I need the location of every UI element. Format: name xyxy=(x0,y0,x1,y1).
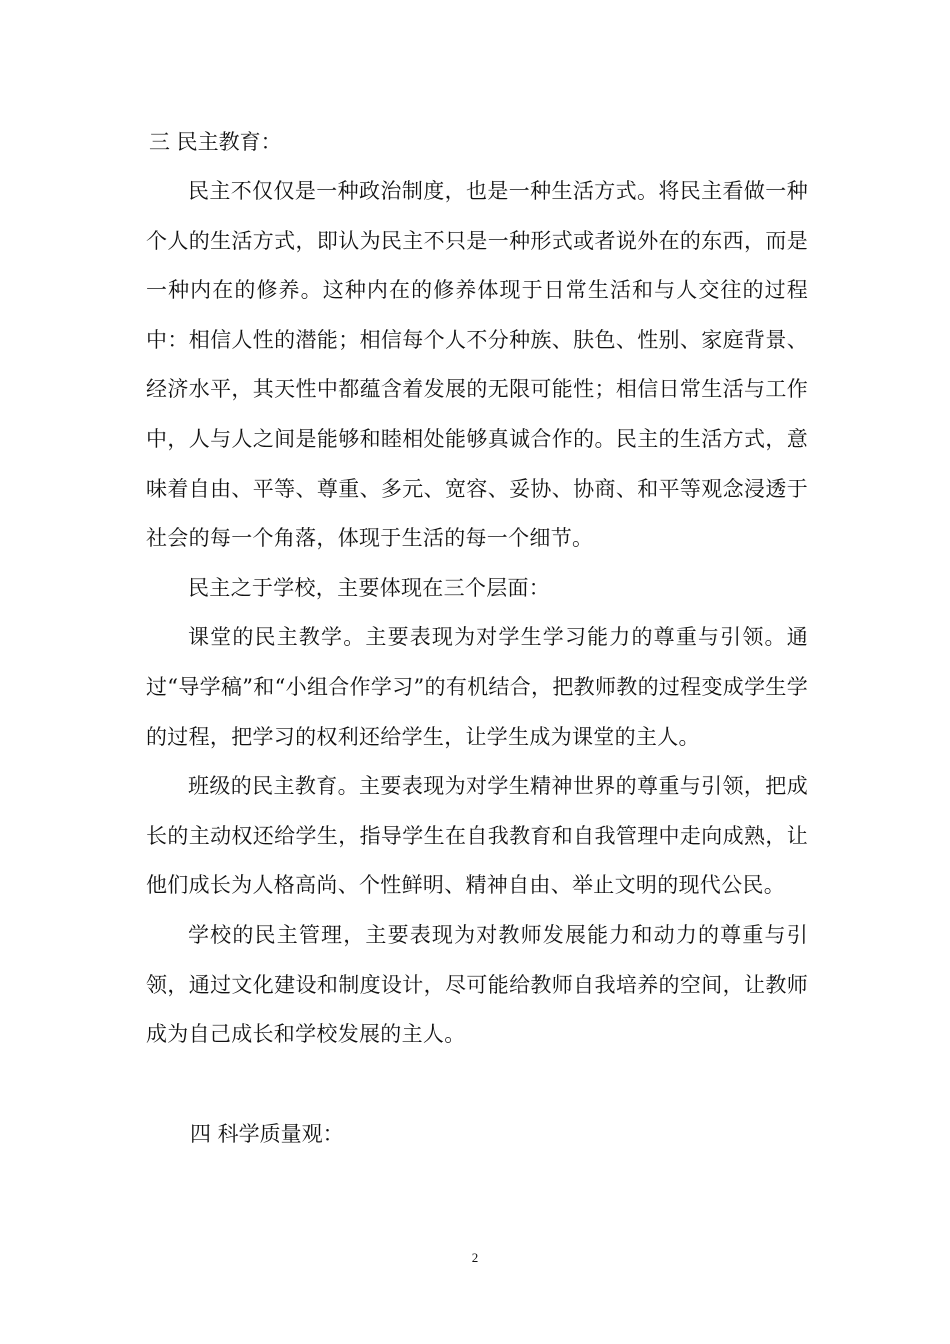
paragraph-classroom-teaching: 课堂的民主教学。主要表现为对学生学习能力的尊重与引领。通过“导学稿”和“小组合作学习”的有机结合，把教师教的过程变成学生学的过程，把学习的权利还给学生，让学生成为课堂的主人。 xyxy=(146,625,808,749)
paragraph-class-education: 班级的民主教育。主要表现为对学生精神世界的尊重与引领，把成长的主动权还给学生，指导学生在自我教育和自我管理中走向成熟，让他们成长为人格高尚、个性鲜明、精神自由、举止文明的现代公民。 xyxy=(146,774,808,898)
paragraph-three-levels: 民主之于学校，主要体现在三个层面： xyxy=(188,575,551,600)
page-number: 2 xyxy=(471,1250,479,1265)
section-heading-quality-view: 四 科学质量观： xyxy=(190,1121,344,1146)
section-spacer xyxy=(146,1060,808,1110)
document-body xyxy=(146,118,808,1159)
paragraph-democracy-lifestyle: 民主不仅仅是一种政治制度，也是一种生活方式。将民主看做一种个人的生活方式，即认为民主不只是一种形式或者说外在的东西，而是一种内在的修养。这种内在的修养体现于日常生活和与人交往的过程中：相信人性的潜能；相信每个人不分种族、肤色、性别、家庭背景、经济水平，其天性中都蕴含着发展的无限可能性；相信日常生活与工作中，人与人之间是能够和睦相处能够真诚合作的。民主的生活方式，意味着自由、平等、尊重、多元、宽容、妥协、协商、和平等观念浸透于社会的每一个角落，体现于生活的每一个细节。 xyxy=(146,179,808,551)
paragraph-school-management: 学校的民主管理，主要表现为对教师发展能力和动力的尊重与引领，通过文化建设和制度设计，尽可能给教师自我培养的空间，让教师成为自己成长和学校发展的主人。 xyxy=(146,922,808,1047)
section-heading-democratic-education: 三 民主教育： xyxy=(149,130,282,154)
